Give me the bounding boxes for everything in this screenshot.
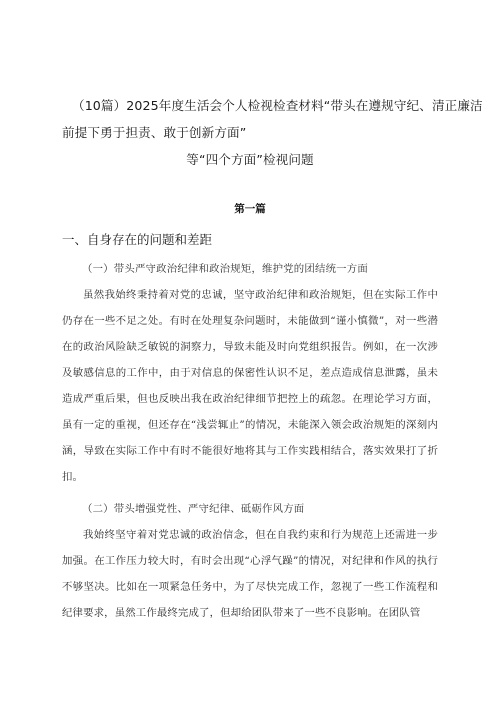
paragraph-2: 我始终坚守着对党忠诚的政治信念，但在自我约束和行为规范上还需进一步加强。在工作压力较大时，有时会出现“心浮气躁”的情况，对纪律和作风的执行不够坚决。比如在一项紧急任务中，为了尽快完成工作，忽视了一些工作流程和纪律要求，虽然工作最终完成了，但却给团队带来了一些不良影响。在团队管 [62,529,438,619]
paragraph-1: 虽然我始终秉持着对党的忠诚，坚守政治纪律和政治规矩，但在实际工作中仍存在一些不足之处。有时在处理复杂问题时，未能做到“谨小慎微”，对一些潜在的政治风险缺乏敏锐的洞察力，导致未能及时向党组织报告。例如，在一次涉及敏感信息的工作中，由于对信息的保密性认识不足，差点造成信息泄露，虽未造成严重后果，但也反映出我在政治纪律细节把控上的疏忽。在理论学习方面，虽有一定的重视，但还存在“浅尝辄止”的情况，未能深入领会政治规矩的深刻内涵，导致在实际工作中有时不能很好地将其与工作实践相结合，落实效果打了折扣。 [62,289,438,483]
subsection-heading-1: （一）带头严守政治纪律和政治规矩，维护党的团结统一方面 [82,263,368,275]
document-title [62,92,483,173]
section-heading: 一、自身存在的问题和差距 [62,232,213,247]
title-line-3: 等“四个方面”检视问题 [186,152,314,167]
chapter-heading: 第一篇 [234,203,266,215]
title-line-1: （10篇）2025年度生活会个人检视检查材料“带头在遵规守纪、清正廉洁 [72,98,483,113]
subsection-heading-2: （二）带头增强党性、严守纪律、砥砺作风方面 [82,503,305,515]
title-line-2: 前提下勇于担责、敢于创新方面” [62,125,247,140]
